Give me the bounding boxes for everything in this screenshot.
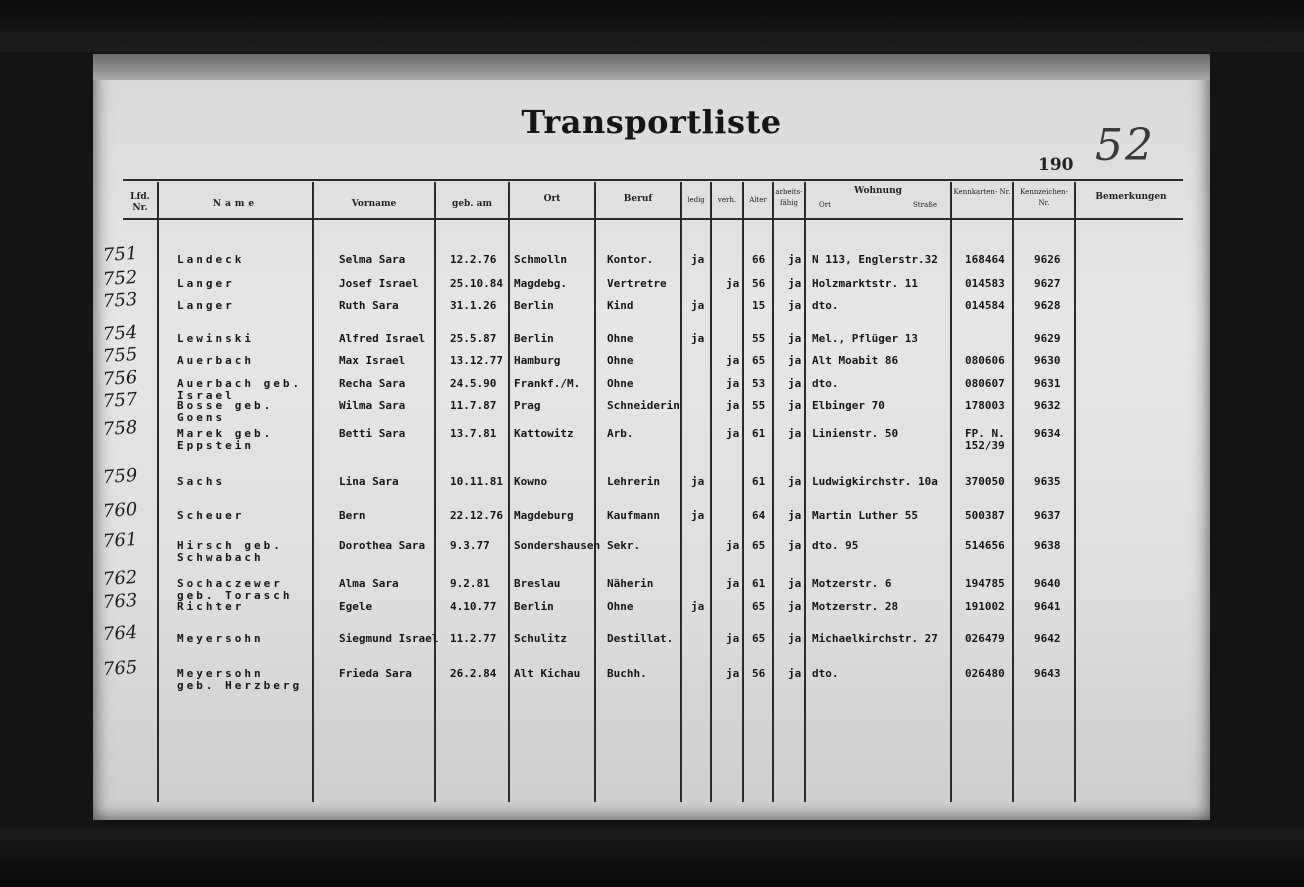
cell-ort: Hamburg bbox=[514, 354, 561, 367]
cell-vorname: Siegmund Israel bbox=[339, 632, 439, 645]
row-number-handwritten: 755 bbox=[102, 343, 139, 368]
cell-kennzeichen-nr: 9642 bbox=[1034, 632, 1061, 645]
cell-vorname: Alma Sara bbox=[339, 577, 399, 590]
header-beruf: Beruf bbox=[623, 194, 653, 204]
row-number-handwritten: 762 bbox=[102, 566, 139, 591]
row-number-handwritten: 754 bbox=[102, 321, 139, 346]
cell-vorname: Bern bbox=[339, 509, 366, 522]
cell-wohnung: dto. bbox=[812, 667, 839, 680]
cell-alter: 56 bbox=[752, 667, 766, 680]
column-divider bbox=[508, 182, 510, 802]
cell-kennkarten-nr: 168464 bbox=[965, 253, 1005, 266]
cell-vorname: Frieda Sara bbox=[339, 667, 412, 680]
cell-vorname: Max Israel bbox=[339, 354, 406, 367]
column-divider bbox=[434, 182, 436, 802]
cell-kennzeichen-nr: 9629 bbox=[1034, 332, 1061, 345]
page-title: Transportliste bbox=[521, 103, 782, 141]
row-number-handwritten: 761 bbox=[102, 528, 139, 553]
cell-ort: Schulitz bbox=[514, 632, 567, 645]
cell-wohnung: Ludwigkirchstr. 10a bbox=[812, 475, 938, 488]
cell-beruf: Ohne bbox=[607, 600, 634, 613]
cell-geb-am: 12.2.76 bbox=[450, 253, 497, 266]
cell-arbeitsfaehig: ja bbox=[788, 539, 802, 552]
cell-verh: ja bbox=[726, 632, 740, 645]
cell-name: Auerbach geb. Israel bbox=[177, 377, 303, 402]
header-wohnung-ort: Ort bbox=[819, 201, 831, 209]
cell-ledig: ja bbox=[691, 253, 705, 266]
cell-vorname: Josef Israel bbox=[339, 277, 419, 290]
header-wohnung: Wohnung bbox=[854, 186, 902, 196]
cell-name: Richter bbox=[177, 600, 245, 613]
cell-kennzeichen-nr: 9631 bbox=[1034, 377, 1061, 390]
cell-beruf: Buchh. bbox=[607, 667, 647, 680]
column-divider bbox=[772, 182, 774, 802]
cell-name: Meyersohn bbox=[177, 632, 264, 645]
header-top-rule bbox=[123, 179, 1183, 181]
cell-vorname: Wilma Sara bbox=[339, 399, 406, 412]
cell-ort: Alt Kichau bbox=[514, 667, 581, 680]
cell-kennkarten-nr: 026479 bbox=[965, 632, 1005, 645]
cell-geb-am: 22.12.76 bbox=[450, 509, 503, 522]
transport-list-sheet bbox=[93, 54, 1210, 820]
column-divider bbox=[157, 182, 159, 802]
cell-alter: 61 bbox=[752, 577, 766, 590]
column-divider bbox=[594, 182, 596, 802]
cell-alter: 65 bbox=[752, 354, 766, 367]
header-arbeitsfaehig: arbeits- fähig bbox=[775, 188, 803, 207]
cell-geb-am: 10.11.81 bbox=[450, 475, 503, 488]
cell-alter: 55 bbox=[752, 332, 766, 345]
cell-beruf: Ohne bbox=[607, 377, 634, 390]
header-vorname: Vorname bbox=[351, 199, 397, 209]
cell-vorname: Ruth Sara bbox=[339, 299, 399, 312]
cell-wohnung: Motzerstr. 28 bbox=[812, 600, 899, 613]
cell-kennkarten-nr: 014584 bbox=[965, 299, 1005, 312]
cell-ledig: ja bbox=[691, 509, 705, 522]
cell-beruf: Näherin bbox=[607, 577, 654, 590]
cell-beruf: Ohne bbox=[607, 332, 634, 345]
cell-kennkarten-nr: 080607 bbox=[965, 377, 1005, 390]
header-lfd-nr: Lfd. Nr. bbox=[130, 192, 150, 213]
cell-name: Langer bbox=[177, 277, 235, 290]
cell-verh: ja bbox=[726, 277, 740, 290]
cell-kennkarten-nr: 080606 bbox=[965, 354, 1005, 367]
cell-ort: Berlin bbox=[514, 600, 554, 613]
cell-geb-am: 4.10.77 bbox=[450, 600, 497, 613]
cell-vorname: Egele bbox=[339, 600, 373, 613]
cell-beruf: Kontor. bbox=[607, 253, 654, 266]
cell-wohnung: Michaelkirchstr. 27 bbox=[812, 632, 938, 645]
cell-verh: ja bbox=[726, 427, 740, 440]
cell-name: Auerbach bbox=[177, 354, 254, 367]
cell-wohnung: dto. bbox=[812, 377, 839, 390]
cell-name: Scheuer bbox=[177, 509, 245, 522]
sheet-top-band bbox=[93, 54, 1210, 80]
cell-geb-am: 9.3.77 bbox=[450, 539, 490, 552]
header-kennkarten-nr: Kennkarten- Nr. bbox=[953, 188, 1011, 196]
cell-kennzeichen-nr: 9638 bbox=[1034, 539, 1061, 552]
cell-kennzeichen-nr: 9632 bbox=[1034, 399, 1061, 412]
row-number-handwritten: 759 bbox=[102, 464, 139, 489]
cell-arbeitsfaehig: ja bbox=[788, 253, 802, 266]
cell-alter: 56 bbox=[752, 277, 766, 290]
row-number-handwritten: 765 bbox=[102, 656, 139, 681]
cell-alter: 55 bbox=[752, 399, 766, 412]
cell-kennkarten-nr: 194785 bbox=[965, 577, 1005, 590]
cell-ledig: ja bbox=[691, 299, 705, 312]
cell-geb-am: 13.7.81 bbox=[450, 427, 497, 440]
cell-wohnung: Elbinger 70 bbox=[812, 399, 885, 412]
cell-ort: Kowno bbox=[514, 475, 548, 488]
cell-wohnung: dto. 95 bbox=[812, 539, 859, 552]
header-ort: Ort bbox=[543, 194, 561, 204]
cell-arbeitsfaehig: ja bbox=[788, 399, 802, 412]
cell-alter: 65 bbox=[752, 632, 766, 645]
column-divider bbox=[950, 182, 952, 802]
cell-kennzeichen-nr: 9627 bbox=[1034, 277, 1061, 290]
cell-ledig: ja bbox=[691, 600, 705, 613]
cell-ort: Berlin bbox=[514, 332, 554, 345]
cell-arbeitsfaehig: ja bbox=[788, 509, 802, 522]
cell-arbeitsfaehig: ja bbox=[788, 354, 802, 367]
cell-geb-am: 24.5.90 bbox=[450, 377, 497, 390]
cell-geb-am: 26.2.84 bbox=[450, 667, 497, 680]
cell-name: Meyersohn geb. Herzberg bbox=[177, 667, 303, 692]
column-divider bbox=[1012, 182, 1014, 802]
row-number-handwritten: 764 bbox=[102, 621, 139, 646]
cell-wohnung: N 113, Englerstr.32 bbox=[812, 253, 938, 266]
cell-arbeitsfaehig: ja bbox=[788, 577, 802, 590]
cell-beruf: Vertretre bbox=[607, 277, 667, 290]
cell-beruf: Ohne bbox=[607, 354, 634, 367]
cell-arbeitsfaehig: ja bbox=[788, 377, 802, 390]
cell-alter: 66 bbox=[752, 253, 766, 266]
cell-vorname: Dorothea Sara bbox=[339, 539, 426, 552]
row-number-handwritten: 758 bbox=[102, 416, 139, 441]
cell-name: Landeck bbox=[177, 253, 245, 266]
cell-verh: ja bbox=[726, 354, 740, 367]
cell-arbeitsfaehig: ja bbox=[788, 667, 802, 680]
cell-kennkarten-nr: 178003 bbox=[965, 399, 1005, 412]
cell-alter: 65 bbox=[752, 539, 766, 552]
cell-alter: 64 bbox=[752, 509, 766, 522]
cell-beruf: Sekr. bbox=[607, 539, 641, 552]
column-divider bbox=[680, 182, 682, 802]
header-name: Name bbox=[212, 199, 259, 209]
cell-verh: ja bbox=[726, 667, 740, 680]
cell-ort: Magdebg. bbox=[514, 277, 567, 290]
cell-arbeitsfaehig: ja bbox=[788, 475, 802, 488]
cell-wohnung: Linienstr. 50 bbox=[812, 427, 899, 440]
cell-name: Lewinski bbox=[177, 332, 254, 345]
cell-beruf: Lehrerin bbox=[607, 475, 660, 488]
cell-kennzeichen-nr: 9643 bbox=[1034, 667, 1061, 680]
cell-beruf: Arb. bbox=[607, 427, 634, 440]
header-verh: verh. bbox=[717, 196, 737, 204]
row-number-handwritten: 763 bbox=[102, 589, 139, 614]
cell-verh: ja bbox=[726, 377, 740, 390]
cell-kennkarten-nr: 191002 bbox=[965, 600, 1005, 613]
cell-arbeitsfaehig: ja bbox=[788, 427, 802, 440]
header-ledig: ledig bbox=[687, 196, 705, 204]
cell-vorname: Alfred Israel bbox=[339, 332, 426, 345]
cell-vorname: Selma Sara bbox=[339, 253, 406, 266]
column-divider bbox=[742, 182, 744, 802]
header-geb-am: geb. am bbox=[452, 199, 492, 209]
cell-geb-am: 25.10.84 bbox=[450, 277, 503, 290]
header-kennzeichen-nr: Kennzeichen- Nr. bbox=[1020, 188, 1068, 207]
cell-geb-am: 11.7.87 bbox=[450, 399, 497, 412]
cell-ort: Frankf./M. bbox=[514, 377, 581, 390]
cell-ort: Prag bbox=[514, 399, 541, 412]
row-number-handwritten: 753 bbox=[102, 288, 139, 313]
cell-kennzeichen-nr: 9641 bbox=[1034, 600, 1061, 613]
cell-kennzeichen-nr: 9635 bbox=[1034, 475, 1061, 488]
cell-wohnung: Alt Moabit 86 bbox=[812, 354, 899, 367]
cell-ort: Magdeburg bbox=[514, 509, 574, 522]
page-number: 190 bbox=[1038, 155, 1074, 175]
row-number-handwritten: 757 bbox=[102, 388, 139, 413]
cell-wohnung: Motzerstr. 6 bbox=[812, 577, 892, 590]
cell-geb-am: 25.5.87 bbox=[450, 332, 497, 345]
header-alter: Alter bbox=[749, 196, 767, 204]
cell-arbeitsfaehig: ja bbox=[788, 632, 802, 645]
cell-vorname: Lina Sara bbox=[339, 475, 399, 488]
cell-beruf: Schneiderin bbox=[607, 399, 680, 412]
cell-kennzeichen-nr: 9640 bbox=[1034, 577, 1061, 590]
cell-beruf: Kaufmann bbox=[607, 509, 660, 522]
cell-vorname: Recha Sara bbox=[339, 377, 406, 390]
cell-arbeitsfaehig: ja bbox=[788, 332, 802, 345]
cell-wohnung: Mel., Pflüger 13 bbox=[812, 332, 918, 345]
header-wohnung-strasse: Straße bbox=[913, 201, 937, 209]
column-divider bbox=[1074, 182, 1076, 802]
cell-beruf: Kind bbox=[607, 299, 634, 312]
header-bemerkungen: Bemerkungen bbox=[1095, 192, 1167, 202]
cell-ort: Breslau bbox=[514, 577, 561, 590]
cell-name: Sochaczewer geb. Torasch bbox=[177, 577, 293, 602]
cell-alter: 15 bbox=[752, 299, 766, 312]
cell-geb-am: 31.1.26 bbox=[450, 299, 497, 312]
cell-alter: 53 bbox=[752, 377, 766, 390]
cell-geb-am: 9.2.81 bbox=[450, 577, 490, 590]
row-number-handwritten: 752 bbox=[102, 266, 139, 291]
film-edge-bottom bbox=[0, 827, 1304, 887]
cell-arbeitsfaehig: ja bbox=[788, 600, 802, 613]
cell-name: Langer bbox=[177, 299, 235, 312]
cell-ort: Berlin bbox=[514, 299, 554, 312]
cell-arbeitsfaehig: ja bbox=[788, 277, 802, 290]
row-number-handwritten: 756 bbox=[102, 366, 139, 391]
cell-geb-am: 13.12.77 bbox=[450, 354, 503, 367]
cell-ort: Kattowitz bbox=[514, 427, 574, 440]
cell-kennzeichen-nr: 9626 bbox=[1034, 253, 1061, 266]
cell-kennzeichen-nr: 9637 bbox=[1034, 509, 1061, 522]
cell-name: Marek geb. Eppstein bbox=[177, 427, 274, 452]
cell-kennkarten-nr: 014583 bbox=[965, 277, 1005, 290]
film-edge-top bbox=[0, 0, 1304, 52]
cell-ledig: ja bbox=[691, 332, 705, 345]
cell-verh: ja bbox=[726, 577, 740, 590]
cell-ort: Sondershausen bbox=[514, 539, 601, 552]
cell-name: Hirsch geb. Schwabach bbox=[177, 539, 283, 564]
column-divider bbox=[312, 182, 314, 802]
cell-kennkarten-nr: 514656 bbox=[965, 539, 1005, 552]
cell-kennkarten-nr: FP. N. 152/39 bbox=[965, 427, 1005, 452]
cell-kennkarten-nr: 026480 bbox=[965, 667, 1005, 680]
cell-name: Sachs bbox=[177, 475, 226, 488]
cell-ort: Schmolln bbox=[514, 253, 567, 266]
cell-geb-am: 11.2.77 bbox=[450, 632, 497, 645]
cell-name: Bosse geb. Goens bbox=[177, 399, 274, 424]
column-divider bbox=[710, 182, 712, 802]
cell-alter: 61 bbox=[752, 427, 766, 440]
column-divider bbox=[804, 182, 806, 802]
cell-verh: ja bbox=[726, 399, 740, 412]
handwritten-sheet-number: 52 bbox=[1095, 120, 1155, 171]
cell-kennkarten-nr: 500387 bbox=[965, 509, 1005, 522]
cell-kennzeichen-nr: 9630 bbox=[1034, 354, 1061, 367]
cell-wohnung: dto. bbox=[812, 299, 839, 312]
header-bottom-rule bbox=[123, 218, 1183, 220]
cell-wohnung: Holzmarktstr. 11 bbox=[812, 277, 918, 290]
row-number-handwritten: 751 bbox=[102, 242, 139, 267]
cell-verh: ja bbox=[726, 539, 740, 552]
cell-alter: 65 bbox=[752, 600, 766, 613]
row-number-handwritten: 760 bbox=[102, 498, 139, 523]
cell-vorname: Betti Sara bbox=[339, 427, 406, 440]
cell-kennzeichen-nr: 9628 bbox=[1034, 299, 1061, 312]
cell-beruf: Destillat. bbox=[607, 632, 674, 645]
cell-alter: 61 bbox=[752, 475, 766, 488]
cell-kennkarten-nr: 370050 bbox=[965, 475, 1005, 488]
cell-arbeitsfaehig: ja bbox=[788, 299, 802, 312]
cell-wohnung: Martin Luther 55 bbox=[812, 509, 918, 522]
cell-kennzeichen-nr: 9634 bbox=[1034, 427, 1061, 440]
cell-ledig: ja bbox=[691, 475, 705, 488]
